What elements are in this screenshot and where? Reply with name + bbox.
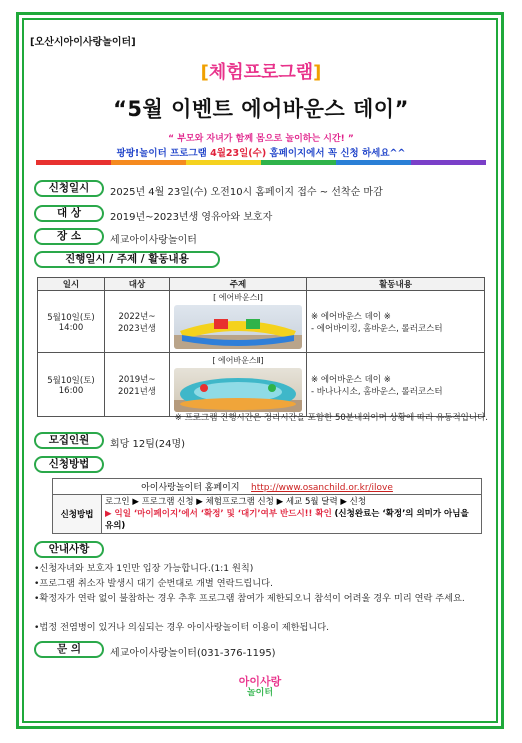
table-header-row <box>38 278 485 291</box>
homepage-label: 아이사랑놀이터 홈페이지 <box>141 483 240 493</box>
place-text: 세교아이사랑놀이터 <box>110 235 197 246</box>
homepage-link[interactable]: http://www.osanchild.or.kr/ilove <box>251 483 393 493</box>
method-steps: 로그인 ▶ 프로그램 신청 ▶ 체험프로그램 신청 ▶ 세교 5월 달력 ▶ 신청 <box>105 497 367 507</box>
notice-heading: 안내사항 <box>34 541 104 558</box>
program-type-title: [체험프로그램] <box>200 62 322 83</box>
event-title: “5월 이벤트 에어바운스 데이” <box>113 97 409 121</box>
organization-label: [오산시아이사랑놀이터] <box>30 37 136 48</box>
recruit-label: 모집인원 <box>34 432 104 449</box>
apply-reminder: 팡팡!놀이터 프로그램 4월23일(수) 홈페이지에서 꼭 신청 하세요^^ <box>116 148 406 159</box>
contact-text: 세교아이사랑놀이터(031-376-1195) <box>110 648 276 659</box>
air-viking-photo <box>174 305 302 349</box>
apply-date-label: 신청일시 <box>34 180 104 197</box>
table-row <box>38 291 485 353</box>
age-cell: 2019년~ 2021년생 <box>105 353 170 417</box>
schedule-heading: 진행일시 / 주제 / 활동내용 <box>34 251 220 268</box>
activity-cell: ※ 에어바운스 데이 ※ - 바나나시소, 홈바운스, 롤러코스터 <box>307 353 485 417</box>
date-cell: 5월10일(토) 14:00 <box>38 291 105 353</box>
notice-item: •프로그램 취소자 발생시 대기 순번대로 개별 연락드립니다. <box>34 578 273 589</box>
i-love-playground-logo: 아이사랑 놀이터 <box>238 675 282 698</box>
header-date: 일시 <box>38 278 105 291</box>
place-label: 장 소 <box>34 228 104 245</box>
tagline: “ 부모와 자녀가 함께 몸으로 놀이하는 시간! ” <box>168 134 354 144</box>
confirm-note: (신청완료는 ‘확정’의 의미가 아님을 유의) <box>105 509 469 531</box>
application-method-table <box>52 478 482 534</box>
contact-label: 문 의 <box>34 641 104 658</box>
age-cell: 2022년~ 2023년생 <box>105 291 170 353</box>
confirm-warning: ▶ 익일 ‘마이페이지’에서 ‘확정’ 및 ‘대기’여부 반드시!! 확인 <box>105 509 332 519</box>
rainbow-divider <box>36 160 486 165</box>
table-row <box>38 353 485 417</box>
method-row-label: 신청방법 <box>53 495 102 534</box>
program-time-note: ※ 프로그램 진행시간은 정리시간을 포함한 50분내외이며 상황에 따라 유동적입니다. <box>174 413 488 423</box>
target-label: 대 상 <box>34 205 104 222</box>
topic-cell: [ 에어바운스Ⅰ] <box>170 291 307 353</box>
target-text: 2019년~2023년생 영유아와 보호자 <box>110 212 273 223</box>
schedule-table <box>37 277 485 417</box>
activity-cell: ※ 에어바운스 데이 ※ - 에어바이킹, 홈바운스, 롤러코스터 <box>307 291 485 353</box>
header-topic: 주제 <box>170 278 307 291</box>
steps-row <box>53 495 482 534</box>
recruit-text: 회당 12팀(24명) <box>110 439 186 450</box>
notice-item: •신청자녀와 보호자 1인만 입장 가능합니다.(1:1 원칙) <box>34 563 254 574</box>
date-cell: 5월10일(토) 16:00 <box>38 353 105 417</box>
apply-date-text: 2025년 4월 23일(수) 오전10시 홈페이지 접수 ~ 선착순 마감 <box>110 187 383 198</box>
home-bounce-photo <box>174 368 302 412</box>
notice-item: •확정자가 연락 없이 불참하는 경우 추후 프로그램 참여가 제한되오니 참석이 어려울 경우 미리 연락 주세요. <box>34 593 465 604</box>
homepage-row <box>53 479 482 495</box>
header-target: 대상 <box>105 278 170 291</box>
header-activity: 활동내용 <box>307 278 485 291</box>
method-heading: 신청방법 <box>34 456 104 473</box>
notice-item: •법정 전염병이 있거나 의심되는 경우 아이사랑놀이터 이용이 제한됩니다. <box>34 622 330 633</box>
topic-cell: [ 에어바운스Ⅱ] <box>170 353 307 417</box>
